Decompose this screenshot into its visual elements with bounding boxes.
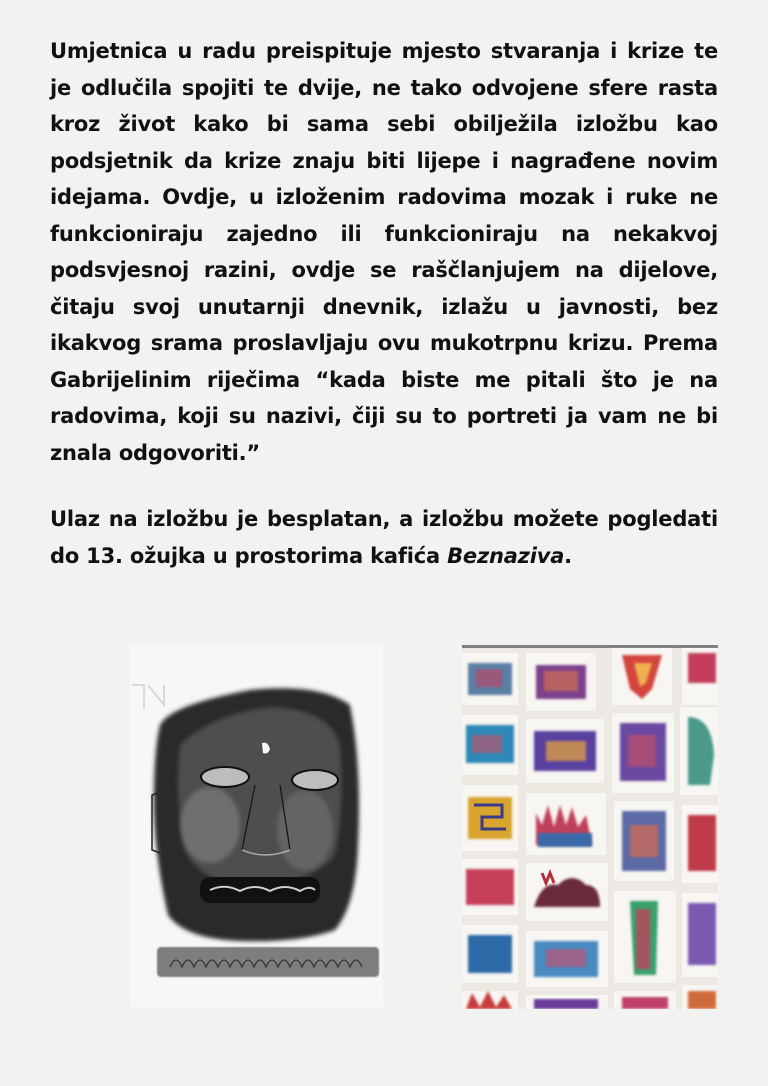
paragraph-end: . [564, 543, 572, 568]
ink-face-artwork [130, 645, 383, 1007]
venue-name: Beznaziva [447, 543, 565, 568]
article-paragraph-1: Umjetnica u radu preispituje mjesto stvaranja i krize te je odlučila spojiti te dvije, ne tako odvojene sfere rasta kroz život kako bi sama sebi obilježila izložbu kao podsjetnik da krize znaju biti lijepe i nagrađene novim idejama. Ovdje, u izloženim radovima mozak i ruke ne funkcioniraju zajedno ili funkcioniraju na nekakvoj podsvjesnoj razini, ovdje se raščlanjujem na dijelove, čitaju svoj unutarnji dnevnik, izlažu u javnosti, bez ikakvog srama proslavljaju ovu mukotrpnu krizu. Prema Gabrijelinim riječima “kada biste me pitali što je na radovima, koji su nazivi, čiji su to portreti ja vam ne bi znala odgovoriti.” [50, 39, 718, 465]
watercolor-grid-artwork [462, 645, 718, 1009]
entry-info-text: Ulaz na izložbu je besplatan, a izložbu možete pogledati do 13. ožujka u prostorima kafića [50, 507, 718, 568]
article-paragraph-2 [50, 501, 718, 574]
